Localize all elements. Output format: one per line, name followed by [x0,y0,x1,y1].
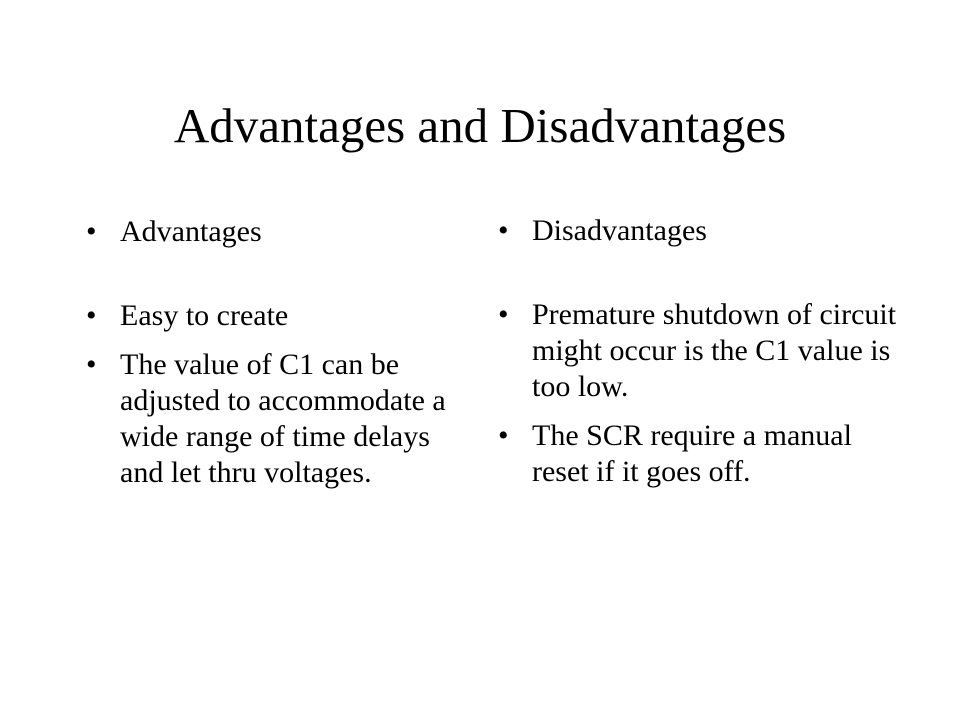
list-item-text: Advantages [120,215,262,248]
list-item-disadvantages-heading [498,213,898,249]
bullet-icon: • [498,298,509,331]
disadvantages-column [498,213,898,490]
bullet-icon: • [86,299,97,332]
list-item-manual-reset [498,418,898,490]
bullet-icon: • [86,215,97,248]
list-item-premature-shutdown [498,297,898,405]
bullet-icon: • [86,348,97,381]
list-item-text: Premature shutdown of circuit might occur is the C1 value is too low. [532,298,897,403]
list-item-text: The SCR require a manual reset if it goes off. [532,419,852,488]
list-item-text: Disadvantages [532,214,707,247]
advantages-column [86,214,466,491]
list-item-c1-adjustable [86,347,466,491]
list-item-easy-to-create [86,298,466,334]
list-item-text: The value of C1 can be adjusted to accommodate a wide range of time delays and let thru voltages. [120,348,446,489]
list-item-text: Easy to create [120,299,289,332]
bullet-icon: • [498,419,509,452]
list-item-advantages-heading [86,214,466,250]
slide-title: Advantages and Disadvantages [173,98,787,153]
bullet-icon: • [498,214,509,247]
